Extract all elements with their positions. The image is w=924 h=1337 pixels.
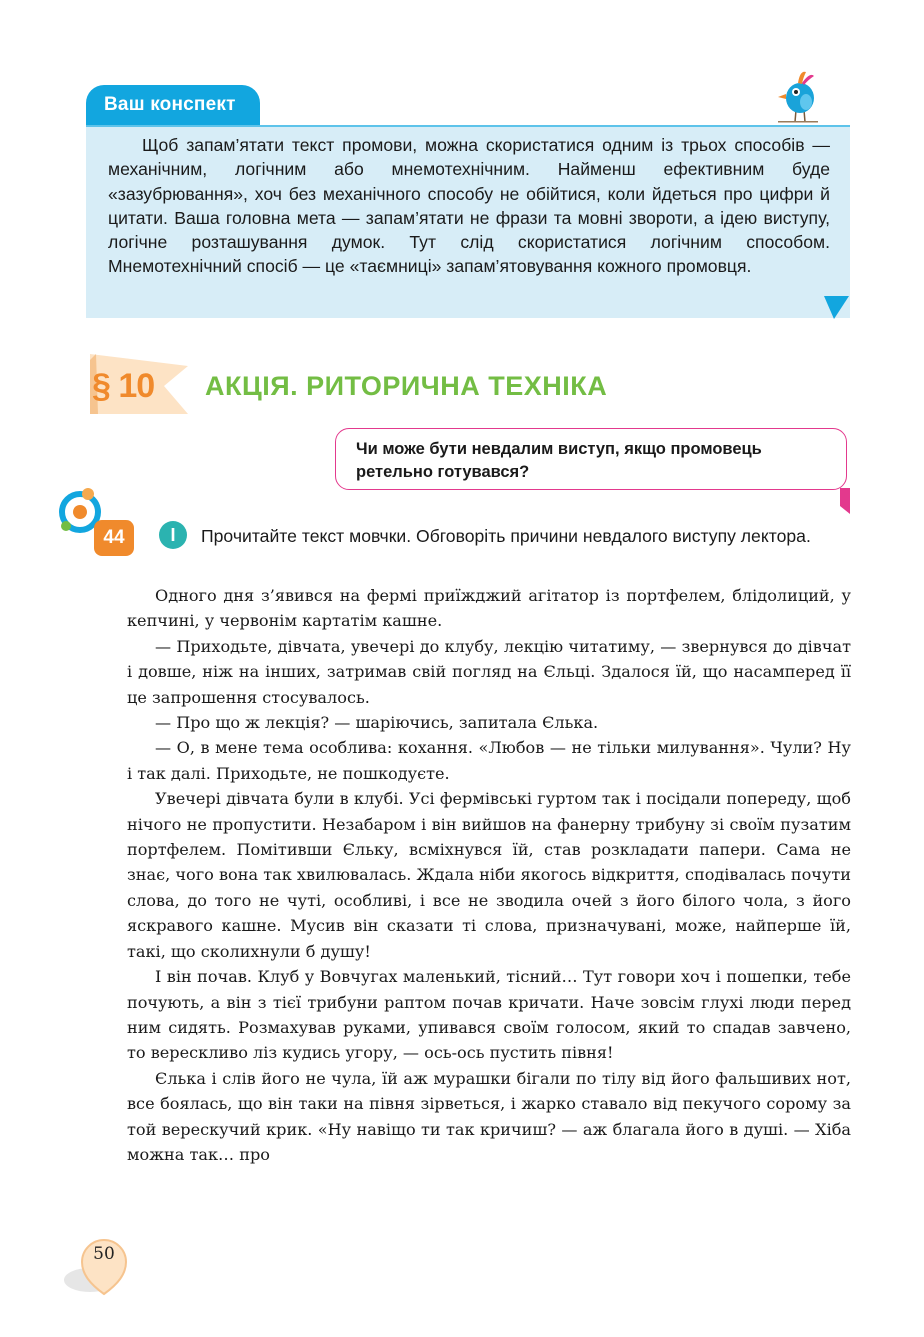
- callout-tail-icon: [836, 488, 852, 516]
- section-title: АКЦІЯ. РИТОРИЧНА ТЕХНІКА: [205, 371, 608, 401]
- section-number: § 10: [92, 367, 155, 405]
- story-paragraph: — Приходьте, дівчата, увечері до клубу, лекцію читатиму, — звернувся до дівчат і довше, ніж на інших, затримав свій погляд на Єльці. Здалося їй, що насамперед її це запрошення стосувалось.: [127, 636, 851, 707]
- exercise-number: 44: [94, 520, 134, 556]
- page-marker-icon: [60, 1228, 140, 1308]
- task-marker: І: [159, 521, 187, 549]
- summary-heading: Ваш конспект: [86, 85, 260, 125]
- page-number: 50: [93, 1244, 115, 1264]
- corner-triangle-icon: [822, 292, 850, 320]
- story-paragraph: Єлька і слів його не чула, їй аж мурашки бігали по тілу від його фальшивих нот, все боялась, що він таки на півня зірветься, і жарко ставало від пекучого сорому за той верескучий крик. «Ну навіщо ти так кричиш? — аж благала його в душі. — Хіба можна так… про: [127, 1068, 851, 1164]
- story-text: [127, 583, 851, 1167]
- story-paragraph: І він почав. Клуб у Вовчугах маленький, тісний… Тут говори хоч і пошепки, тебе почують, а він з тієї трибуни раптом почав кричати. Наче зовсім глухі люди перед ним сидять. Розмахував руками, упивався своїм голосом, який то спадав завчено, то верескливо ліз кудись угору, — ось-ось пустить півня!: [127, 967, 851, 1063]
- exercise-instruction: Прочитайте текст мовчки. Обговоріть причини невдалого виступу лектора.: [201, 526, 811, 546]
- bird-icon: [776, 64, 820, 126]
- question-text: Чи може бути невдалим виступ, якщо промовець ретельно готувався?: [356, 440, 762, 481]
- story-paragraph: — Про що ж лекція? — шаріючись, запитала Єлька.: [155, 713, 599, 733]
- story-paragraph: — О, в мене тема особлива: кохання. «Любов — не тільки милування». Чули? Ну і так далі. Приходьте, не пошкодуєте.: [127, 738, 851, 783]
- story-paragraph: Одного дня з’явився на фермі приїжджий агітатор із портфелем, блідолиций, у кепчині, у червонім картатім кашне.: [127, 586, 851, 631]
- story-paragraph: Увечері дівчата були в клубі. Усі фермівські гуртом так і посідали попереду, щоб нічого не пропустити. Незабаром і він вийшов на фанерну трибуну зі своїм пузатим портфелем. Помітивши Єльку, всміхнувся їй, став розкладати папери. Сама не знає, чого вона так хвилювалась. Ждала ніби якогось відкриття, сподівалась почути слова, до того не чуті, особливі, і все не зводила очей з його білого чола, з його яскравого кашне. Мусив він сказати ті слова, призначувані, може, найперше їй, такі, що сколихнули б душу!: [127, 789, 851, 961]
- summary-text: Щоб запам’ятати текст промови, можна скористатися одним із трьох способів — механічним, логічним або мнемотехнічним. Найменш ефективним буде «зазубрювання», хоч без механічного способу не обійтися, коли йдеться про цифри й цитати. Ваша головна мета — запам’ятати не фрази та мовні звороти, а ідею виступу, логічне розташування думок. Тут слід скористатися логічним способом. Мнемотехнічний спосіб — це «таємниці» запам’ятовування кожного промовця.: [108, 135, 830, 277]
